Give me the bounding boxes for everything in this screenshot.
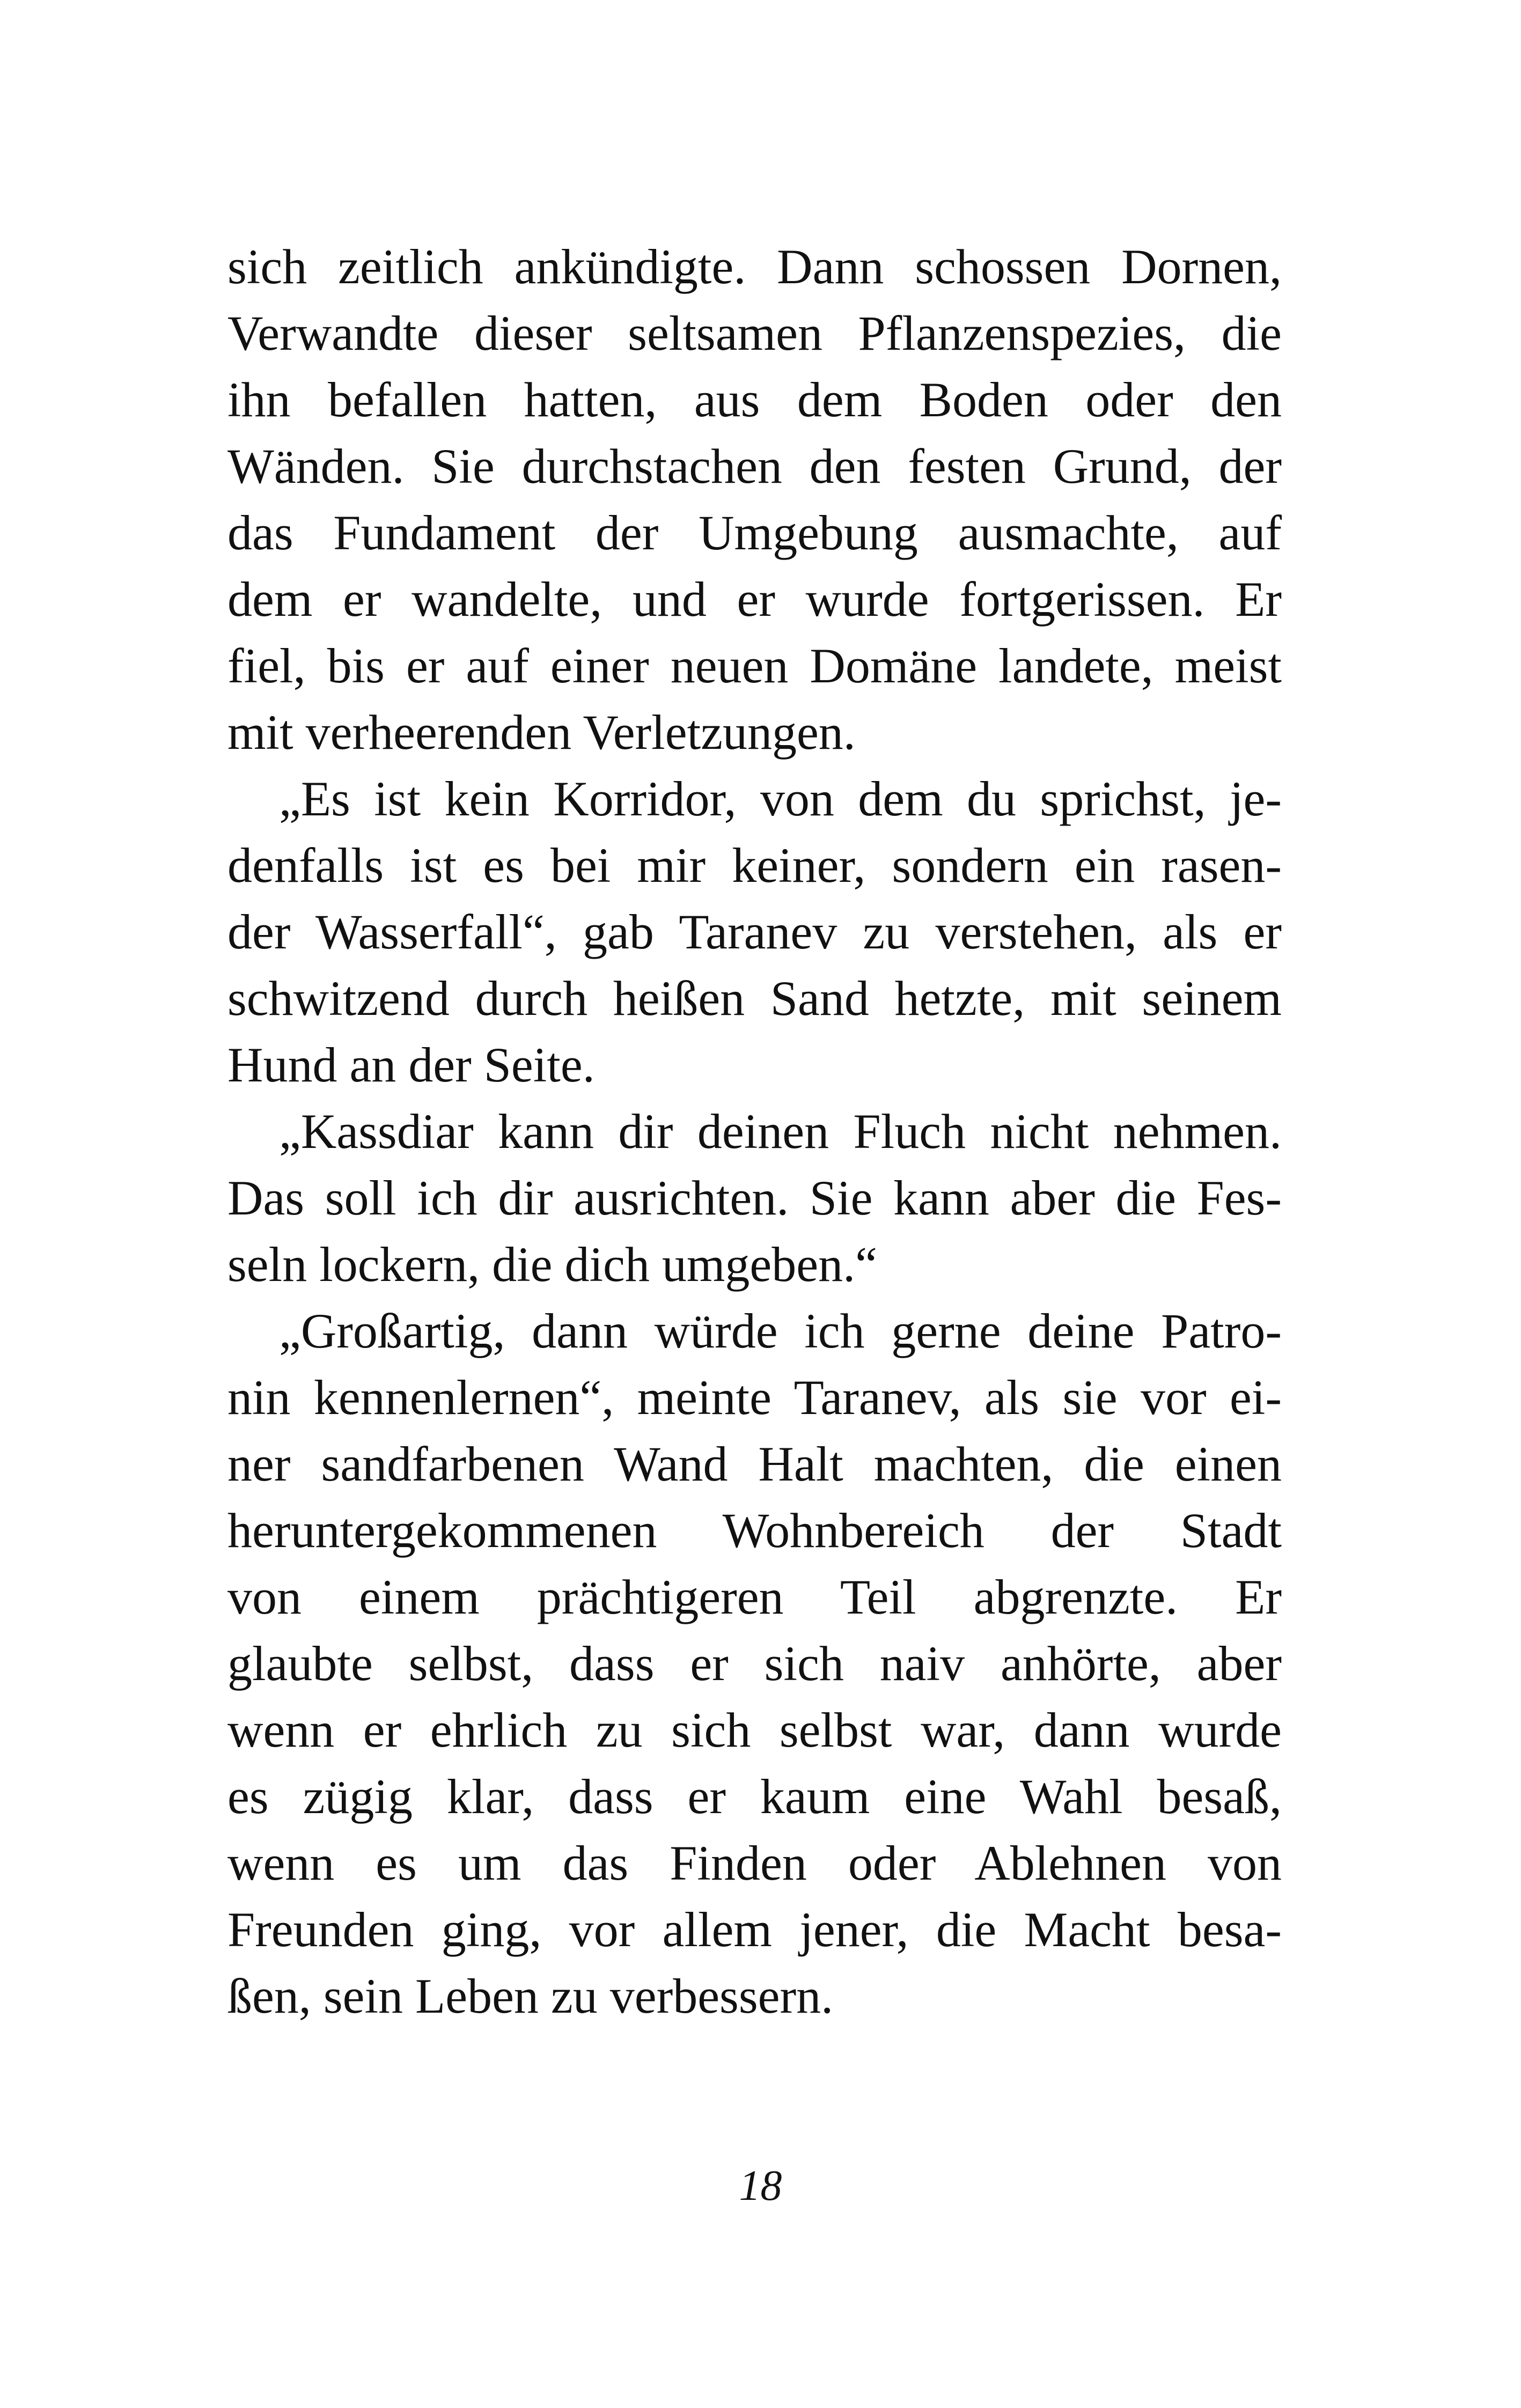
text-line: ßen, sein Leben zu verbessern.	[227, 1969, 834, 2023]
text-line: dem er wandelte, und er wurde fortgerissen. Er	[227, 572, 1282, 627]
text-line: heruntergekommenen Wohnbereich der Stadt	[227, 1503, 1282, 1558]
text-line: wenn es um das Finden oder Ablehnen von	[227, 1836, 1282, 1890]
text-line: schwitzend durch heißen Sand hetzte, mit seinem	[227, 971, 1282, 1026]
text-line: das Fundament der Umgebung ausmachte, auf	[227, 505, 1282, 560]
text-line: sich zeitlich ankündigte. Dann schossen Dornen,	[227, 239, 1282, 294]
text-line: seln lockern, die dich umgeben.“	[227, 1237, 877, 1292]
paragraph	[227, 1298, 1282, 2029]
paragraph	[227, 765, 1282, 1098]
paragraph	[227, 233, 1282, 765]
text-line: nin kennenlernen“, meinte Taranev, als sie vor ei-	[227, 1370, 1282, 1425]
text-line: ner sandfarbenen Wand Halt machten, die einen	[227, 1437, 1282, 1491]
text-line: „Großartig, dann würde ich gerne deine Patro-	[279, 1304, 1282, 1358]
text-line: Wänden. Sie durchstachen den festen Grund, der	[227, 439, 1282, 494]
text-line: von einem prächtigeren Teil abgrenzte. Er	[227, 1570, 1282, 1624]
text-line: ihn befallen hatten, aus dem Boden oder den	[227, 372, 1282, 427]
text-line: mit verheerenden Verletzungen.	[227, 705, 856, 760]
page-number: 18	[739, 2162, 782, 2210]
text-line: denfalls ist es bei mir keiner, sondern ein rasen-	[227, 838, 1282, 893]
text-line: Das soll ich dir ausrichten. Sie kann aber die Fes-	[227, 1170, 1282, 1225]
text-line: Freunden ging, vor allem jener, die Macht besa-	[227, 1902, 1282, 1957]
text-line: es zügig klar, dass er kaum eine Wahl besaß,	[227, 1769, 1282, 1824]
text-line: Verwandte dieser seltsamen Pflanzenspezies, die	[227, 306, 1282, 360]
body-text	[227, 233, 1282, 2029]
paragraph	[227, 1098, 1282, 1298]
text-line: glaubte selbst, dass er sich naiv anhörte, aber	[227, 1636, 1282, 1691]
text-line: „Kassdiar kann dir deinen Fluch nicht nehmen.	[279, 1104, 1282, 1159]
text-line: Hund an der Seite.	[227, 1037, 595, 1092]
text-line: „Es ist kein Korridor, von dem du sprichst, je-	[279, 771, 1282, 826]
text-line: fiel, bis er auf einer neuen Domäne landete, meist	[227, 638, 1282, 693]
text-line: wenn er ehrlich zu sich selbst war, dann wurde	[227, 1703, 1282, 1757]
text-line: der Wasserfall“, gab Taranev zu verstehen, als er	[227, 904, 1282, 959]
